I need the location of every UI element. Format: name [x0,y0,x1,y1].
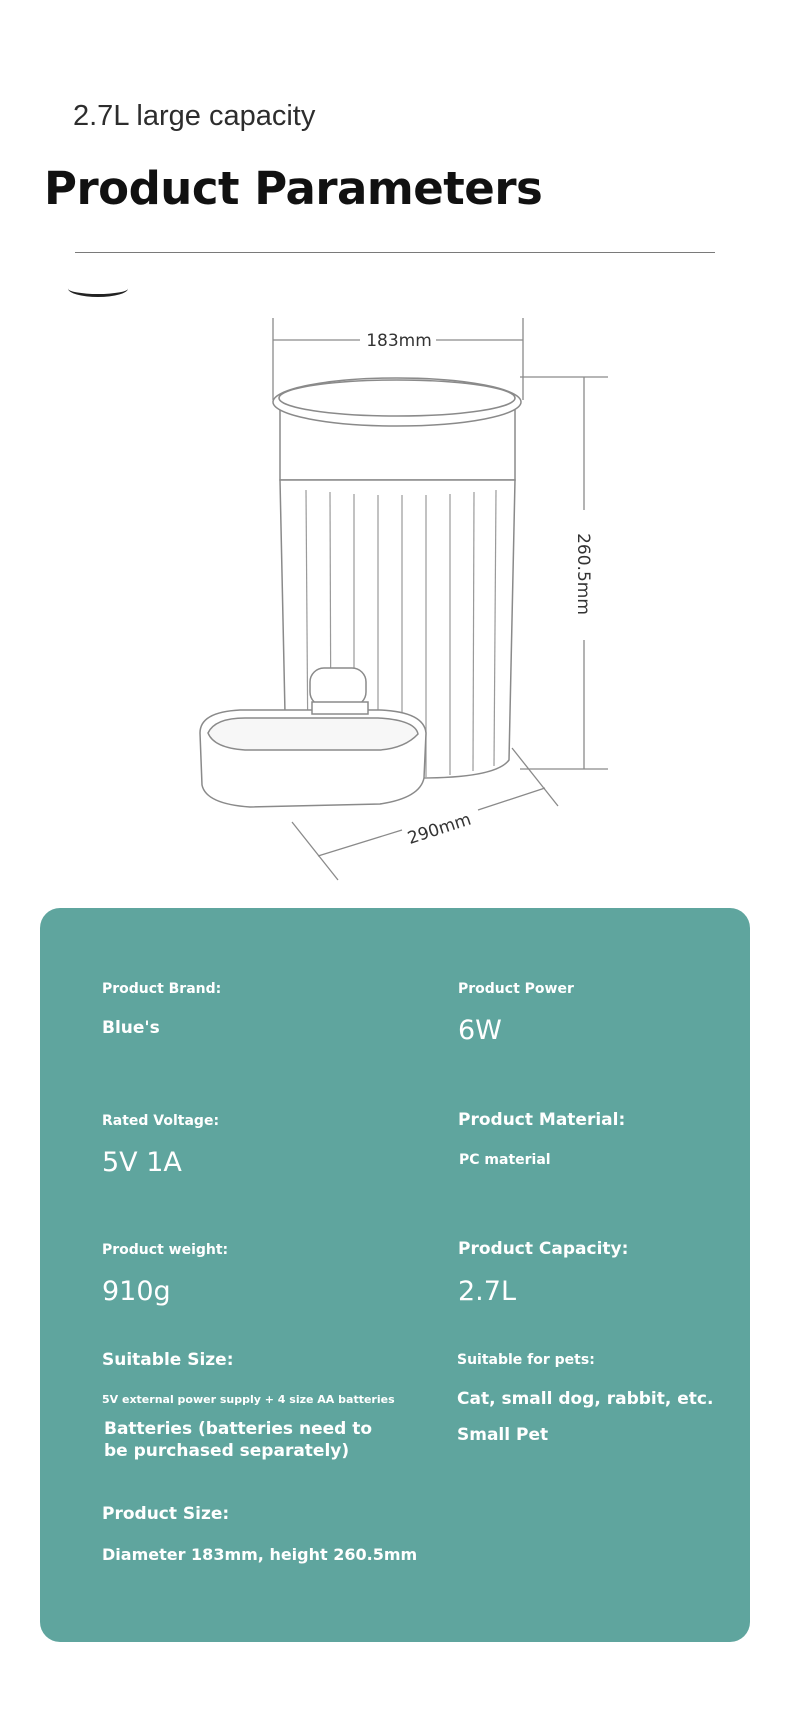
suitable-size-value-power: 5V external power supply + 4 size AA batteries [102,1393,395,1406]
brand-label: Product Brand: [102,981,222,997]
material-value: PC material [459,1152,551,1168]
dim-line [478,788,545,810]
width-dimension-label: 183mm [366,331,432,351]
food-bowl-inner [208,718,418,750]
product-size-label: Product Size: [102,1504,230,1524]
pets-value-small: Small Pet [457,1425,549,1445]
capacity-label: Product Capacity: [458,1239,629,1259]
capacity-value: 2.7L [458,1276,516,1307]
weight-label: Product weight: [102,1242,229,1258]
dim-line [292,822,338,880]
pets-value: Cat, small dog, rabbit, etc. [457,1389,714,1409]
subtitle: 2.7L large capacity [73,100,316,132]
suitable-size-label: Suitable Size: [102,1350,234,1370]
voltage-label: Rated Voltage: [102,1113,220,1129]
depth-dimension-label: 290mm [405,809,474,849]
suitable-size-value-batteries: Batteries (batteries need to be purchased separately) [104,1419,373,1461]
power-value: 6W [458,1015,502,1046]
weight-value: 910g [102,1276,171,1307]
dim-line [512,748,558,806]
voltage-value: 5V 1A [102,1147,182,1178]
dim-line [318,830,402,856]
material-label: Product Material: [458,1110,626,1130]
pets-label: Suitable for pets: [457,1352,595,1368]
brand-value: Blue's [102,1018,160,1038]
product-dimension-diagram [0,300,790,900]
divider [75,252,715,253]
product-size-value: Diameter 183mm, height 260.5mm [102,1545,418,1564]
decorative-swoosh [68,280,128,297]
page-title: Product Parameters [44,162,543,215]
power-label: Product Power [458,981,574,997]
height-dimension-label: 260.5mm [573,533,593,615]
food-outlet [310,668,366,706]
